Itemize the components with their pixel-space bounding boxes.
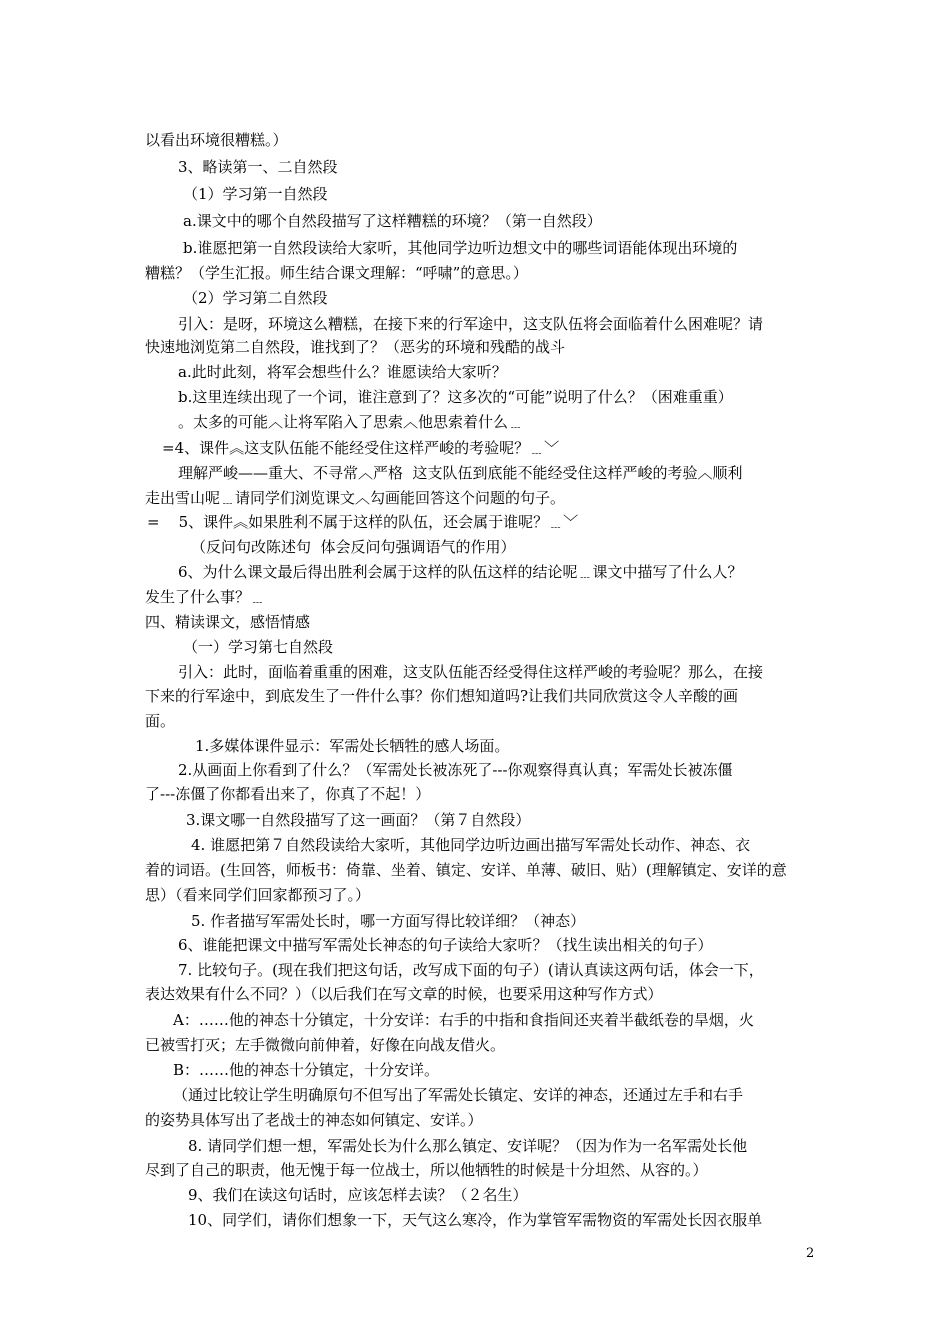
text-line: （通过比较让学生明确原句不但写出了军需处长镇定、安详的神态，还通过左手和右手 (173, 1086, 744, 1104)
text-line: a.此时此刻，将军会想些什么？谁愿读给大家听？ (178, 363, 507, 381)
text-line: 。太多的可能︿让将军陷入了思索︿他思索着什么﹍ (178, 413, 524, 431)
text-line: 3.课文哪一自然段描写了这一画面？（第７自然段） (186, 811, 531, 829)
text-line: 表达效果有什么不同？）（以后我们在写文章的时候，也要采用这种写作方式） (145, 985, 663, 1003)
text-line: B：……他的神态十分镇定，十分安详。 (173, 1061, 440, 1079)
text-line: 下来的行军途中，到底发生了一件什么事？你们想知道吗?让我们共同欣赏这令人辛酸的画 (145, 687, 739, 705)
text-line: （反问句改陈述句 体会反问句强调语气的作用） (191, 538, 516, 556)
text-line: （2）学习第二自然段 (183, 289, 328, 307)
text-line: 的姿势具体写出了老战士的神态如何镇定、安详。） (145, 1111, 483, 1129)
text-line: 10、同学们，请你们想象一下，天气这么寒冷，作为掌管军需物资的军需处长因衣服单 (188, 1211, 763, 1229)
text-line: 了---冻僵了你都看出来了，你真了不起！） (145, 785, 431, 803)
text-line: （一）学习第七自然段 (183, 638, 334, 656)
text-line: 8. 请同学们想一想，军需处长为什么那么镇定、安详呢？（因为作为一名军需处长他 (188, 1137, 748, 1155)
text-line: b.这里连续出现了一个词，谁注意到了？这多次的“可能”说明了什么？（困难重重） (178, 388, 733, 406)
text-line: 面。 (145, 712, 176, 730)
text-line: 1.多媒体课件显示：军需处长牺牲的感人场面。 (195, 737, 510, 755)
text-line: =4、课件︽这支队伍能不能经受住这样严峻的考验呢？﹍﹀ (162, 439, 560, 457)
text-line: 发生了什么事？﹍ (145, 588, 266, 606)
text-line: 四、精读课文，感悟情感 (145, 613, 311, 631)
text-line: 引入：此时，面临着重重的困难，这支队伍能否经受得住这样严峻的考验呢？那么，在接 (178, 663, 764, 681)
text-line: 着的词语。(生回答，师板书：倚靠、坐着、镇定、安详、单薄、破旧、贴）(理解镇定、安详的意 (145, 861, 787, 879)
page-number: 2 (806, 1246, 815, 1261)
text-line: b.谁愿把第一自然段读给大家听，其他同学边听边想文中的哪些词语能体现出环境的 (183, 239, 738, 257)
text-line: 快速地浏览第二自然段，谁找到了？（恶劣的环境和残酷的战斗 (145, 338, 566, 356)
text-line: 尽到了自己的职责，他无愧于每一位战士，所以他牺牲的时候是十分坦然、从容的。） (145, 1161, 708, 1179)
text-line: 3、略读第一、二自然段 (178, 158, 338, 176)
text-line: 糟糕？（学生汇报。师生结合课文理解：“呼啸”的意思。） (145, 264, 528, 282)
text-line: 走出雪山呢﹍请同学们浏览课文︿勾画能回答这个问题的句子。 (145, 489, 566, 507)
text-line: 7. 比较句子。(现在我们把这句话，改写成下面的句子）(请认真读这两句话，体会一下， (178, 961, 764, 979)
text-line: 思）（看来同学们回家都预习了。） (145, 886, 371, 904)
text-line: 引入：是呀，环境这么糟糕，在接下来的行军途中，这支队伍将会面临着什么困难呢？请 (178, 315, 764, 333)
text-line: 4. 谁愿把第７自然段读给大家听，其他同学边听边画出描写军需处长动作、神态、衣 (191, 836, 751, 854)
text-line: 已被雪打灭；左手微微向前伸着，好像在向战友借火。 (145, 1036, 506, 1054)
text-line: a.课文中的哪个自然段描写了这样糟糕的环境？（第一自然段） (183, 212, 602, 230)
text-line: 5. 作者描写军需处长时，哪一方面写得比较详细？（神态） (191, 912, 586, 930)
text-line: A：……他的神态十分镇定，十分安详：右手的中指和食指间还夹着半截纸卷的旱烟，火 (173, 1011, 754, 1029)
text-line: 6、谁能把课文中描写军需处长神态的句子读给大家听？（找生读出相关的句子） (178, 936, 713, 954)
text-line: （1）学习第一自然段 (183, 185, 328, 203)
text-line: = 5、课件︽如果胜利不属于这样的队伍，还会属于谁呢？﹍﹀ (147, 513, 579, 531)
text-line: 2.从画面上你看到了什么？（军需处长被冻死了---你观察得真认真；军需处长被冻僵 (178, 761, 733, 779)
text-line: 6、为什么课文最后得出胜利会属于这样的队伍这样的结论呢﹍课文中描写了什么人？ (178, 563, 743, 581)
text-line: 以看出环境很糟糕。） (145, 131, 288, 149)
text-line: 理解严峻——重大、不寻常︿严格 这支队伍到底能不能经受住这样严峻的考验︿顺利 (178, 464, 743, 482)
text-line: 9、我们在读这句话时，应该怎样去读？（２名生） (188, 1186, 528, 1204)
